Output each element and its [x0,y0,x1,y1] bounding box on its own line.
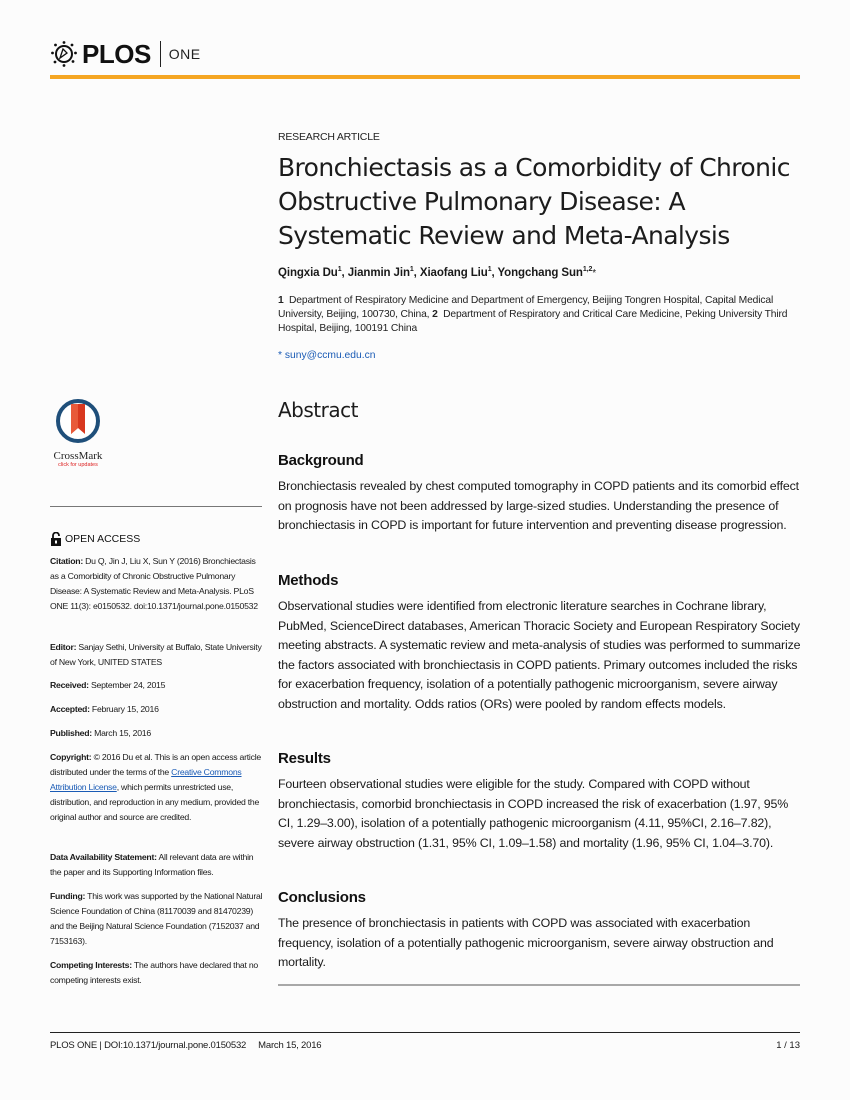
email-asterisk: * [278,350,283,361]
header-accent-bar [50,75,800,79]
crossmark-subtitle: click for updates [58,462,98,468]
page-number: 1 / 13 [776,1040,800,1051]
open-lock-icon [50,532,62,546]
plos-globe-icon [50,40,78,68]
published-label: Published: [50,728,92,738]
methods-text: Observational studies were identified from electronic literature searches in Cochrane library, PubMed, ScienceDirect databases, American Thoracic Society and European Respiratory Society meeting abstracts. A systematic review and meta-analysis of studies was performed to summarize the factors associated with bronchiectasis in COPD patients. Primary outcomes included the risks for exacerbation frequency, isolation of a potentially pathogenic microorganism, severe airway obstruction and mortality. Odds ratios (ORs) were pooled by random effects models. [278,599,801,711]
crossmark-icon [54,398,102,444]
corresponding-email [278,350,375,361]
editor-label: Editor: [50,642,77,652]
funding-block [50,889,265,949]
article-title: Bronchiectasis as a Comorbidity of Chronic Obstructive Pulmonary Disease: A Systematic Review and Meta-Analysis [278,153,790,250]
crossmark-badge[interactable] [50,398,106,469]
conclusions-text: The presence of bronchiectasis in patients with COPD was associated with exacerbation frequency, isolation of a potentially pathogenic microorganism, severe airway obstruction and mortality. [278,916,774,970]
abstract-heading: Abstract [278,398,358,422]
received-block [50,678,265,693]
license-link[interactable]: Creative Commons Attribution License [50,767,242,793]
conclusions-heading: Conclusions [278,889,366,906]
affiliation-number: 1 [278,295,284,306]
affiliation-text: Department of Respiratory Medicine and Department of Emergency, Beijing Tongren Hospital, Capital Medical University, Beijing, 100730, China, [278,295,774,320]
methods-heading: Methods [278,572,339,589]
sidebar-divider [50,506,262,507]
background-text: Bronchiectasis revealed by chest computed tomography in COPD patients and its comorbid effect on prognosis have not been addressed by large-sized studies. Understanding the presence of bronchiectasis in COPD is important for future intervention and preventing disease progression. [278,479,799,533]
author-name[interactable]: Qingxia Du [278,267,338,279]
citation-label: Citation: [50,556,83,566]
open-access-label: OPEN ACCESS [65,533,141,545]
footer-date: March 15, 2016 [258,1040,322,1051]
funding-text: This work was supported by the National Natural Science Foundation of China (81170039 and 81470239) and the Beijing Natural Science Foundation (7152037 and 7153163). [50,891,263,947]
logo-text: PLOS [82,39,151,69]
author-affiliation: 1 [409,266,414,273]
author-affiliation: 1 [487,266,492,273]
author-affiliation: 1 [337,266,342,273]
data-availability-block [50,850,265,880]
citation-text: Du Q, Jin J, Liu X, Sun Y (2016) Bronchiectasis as a Comorbidity of Chronic Obstructive Pulmonary Disease: A Systematic Review and Meta-Analysis. PLoS ONE 11(3): e0150532. doi:10.1371/journal.pone.0150532 [50,556,258,612]
received-date: September 24, 2015 [90,680,166,690]
footer-citation [50,1040,321,1051]
author-name[interactable]: Yongchang Sun [497,267,583,279]
copyright-text-cont: , which permits unrestricted use, distribution, and reproduction in any medium, provided the original author and source are credited. [50,782,260,823]
abstract-divider [278,984,800,986]
copyright-block [50,750,265,825]
competing-interests-label: Competing Interests: [50,960,132,970]
open-access-badge [50,532,140,546]
footer-divider [50,1032,800,1033]
accepted-label: Accepted: [50,704,90,714]
footer-doi: PLOS ONE | DOI:10.1371/journal.pone.0150532 [50,1040,247,1051]
funding-label: Funding: [50,891,86,901]
results-heading: Results [278,750,331,767]
author-list: Qingxia Du$^1$, Jianmin Jin$^1$, Xiaofang Liu$^1$, Yongchang Sun$^{1,2}$* [278,266,597,279]
author-name[interactable]: Jianmin Jin [347,267,410,279]
editor-text: Sanjay Sethi, University at Buffalo, State University of New York, UNITED STATES [50,642,262,668]
copyright-label: Copyright: [50,752,92,762]
plos-one-logo[interactable] [50,38,201,70]
affiliation-text: Department of Respiratory and Critical Care Medicine, Peking University Third Hospital, Beijing, 100191 China [278,309,788,334]
email-link[interactable]: suny@ccmu.edu.cn [284,350,376,361]
competing-interests-text: The authors have declared that no competing interests exist. [50,960,258,986]
background-heading: Background [278,452,364,469]
author-affiliation: 1,2 [582,266,593,273]
affiliation-number: 2 [432,309,438,320]
author-name[interactable]: Xiaofang Liu [419,267,488,279]
accepted-date: February 15, 2016 [91,704,159,714]
crossmark-title: CrossMark [53,450,103,462]
received-label: Received: [50,680,89,690]
corresponding-mark: * [592,268,597,279]
data-availability-text: All relevant data are within the paper and its Supporting Information files. [50,852,254,878]
editor-block [50,640,265,670]
copyright-text: © 2016 Du et al. This is an open access article distributed under the terms of the [50,752,261,778]
competing-interests-block [50,958,265,988]
data-availability-label: Data Availability Statement: [50,852,157,862]
affiliations [278,294,798,336]
logo-divider [160,41,161,67]
results-text: Fourteen observational studies were eligible for the study. Compared with COPD without bronchiectasis, comorbid bronchiectasis in COPD increased the risk of exacerbation (1.97, 95% CI, 1.29–3.00), isolation of a potentially pathogenic microorganism (4.11, 95%CI, 2.16–7.82), severe airway obstruction (1.31, 95% CI, 1.09–1.58) and mortality (1.96, 95% CI, 1.04–3.70). [278,777,789,850]
accepted-block [50,702,265,717]
logo-subtext: ONE [168,46,201,62]
article-type: RESEARCH ARTICLE [278,131,380,143]
published-date: March 15, 2016 [94,728,151,738]
citation-block [50,554,265,614]
published-block [50,726,265,741]
